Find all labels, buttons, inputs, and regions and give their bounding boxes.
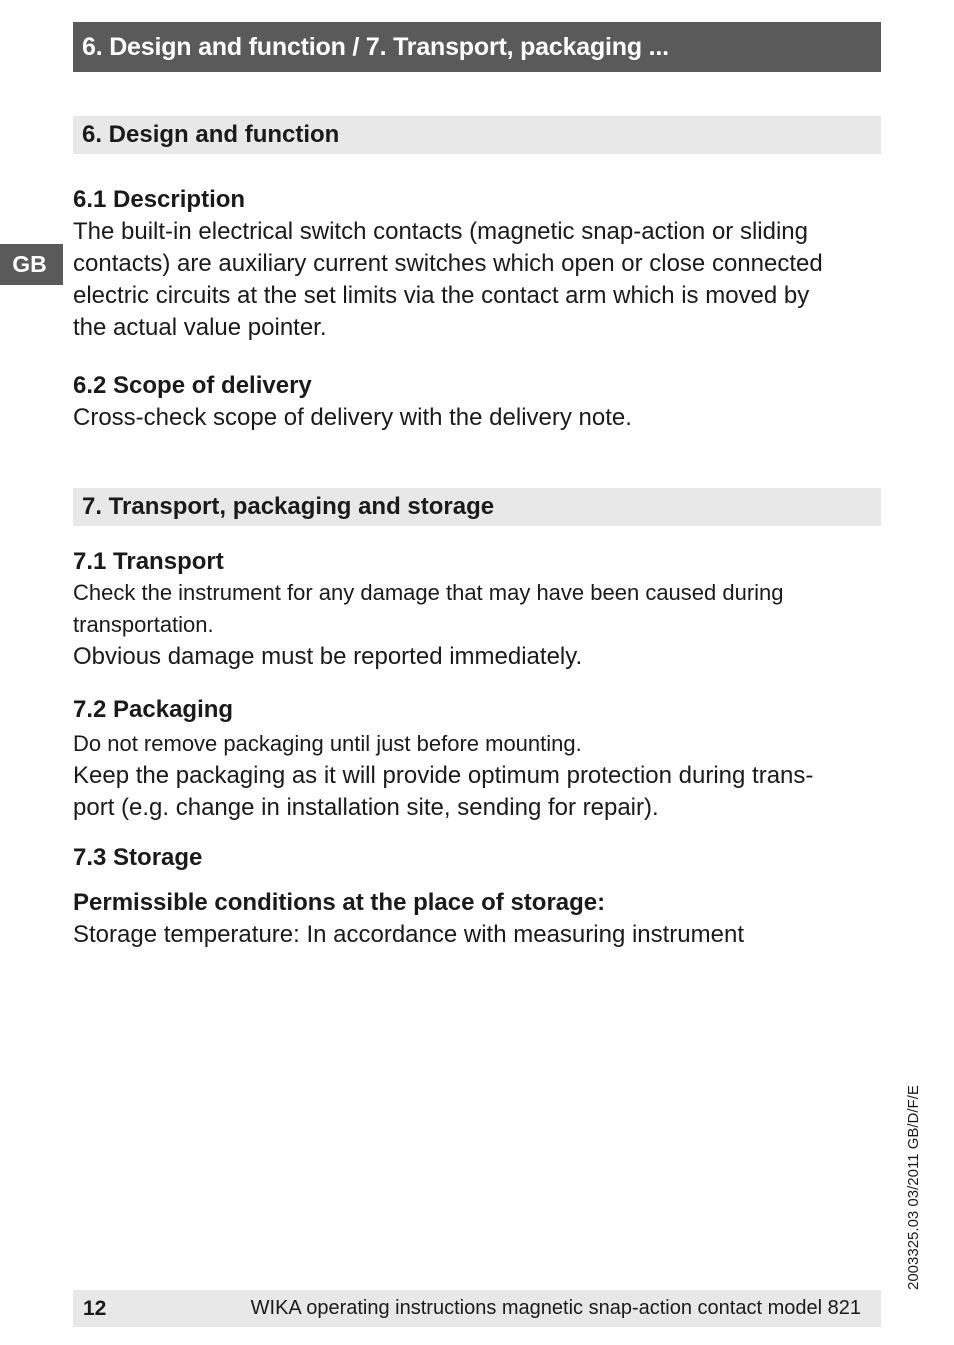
description-line: The built-in electrical switch contacts (magnetic snap-action or sliding	[73, 218, 808, 245]
section-7-title: 7. Transport, packaging and storage	[73, 488, 881, 526]
description-line: the actual value pointer.	[73, 314, 327, 341]
chapter-header: 6. Design and function / 7. Transport, packaging ...	[73, 22, 881, 72]
storage-line: Storage temperature: In accordance with measuring instrument	[73, 921, 745, 948]
section-6-title: 6. Design and function	[73, 116, 881, 154]
description-line: contacts) are auxiliary current switches which open or close connected	[73, 250, 823, 277]
heading-6-1: 6.1 Description	[73, 186, 246, 213]
document-code: 2003325.03 03/2011 GB/D/F/E	[905, 1085, 922, 1290]
transport-line: Check the instrument for any damage that may have been caused during	[73, 580, 784, 605]
packaging-line: port (e.g. change in installation site, sending for repair).	[73, 794, 659, 821]
storage-paragraph	[73, 919, 881, 951]
scope-paragraph	[73, 402, 881, 434]
language-tab: GB	[0, 244, 63, 285]
transport-paragraph	[73, 577, 881, 673]
description-paragraph	[73, 216, 881, 344]
storage-conditions-heading: Permissible conditions at the place of storage:	[73, 889, 606, 916]
description-line: electric circuits at the set limits via the contact arm which is moved by	[73, 282, 810, 309]
footer	[73, 1290, 881, 1327]
heading-7-1: 7.1 Transport	[73, 548, 224, 575]
heading-6-2: 6.2 Scope of delivery	[73, 372, 312, 399]
scope-line: Cross-check scope of delivery with the delivery note.	[73, 404, 632, 431]
transport-line: transportation.	[73, 612, 214, 637]
footer-title: WIKA operating instructions magnetic snap-action contact model 821	[250, 1297, 861, 1319]
page-number: 12	[83, 1296, 107, 1320]
packaging-line: Do not remove packaging until just before mounting.	[73, 731, 582, 756]
transport-line: Obvious damage must be reported immediately.	[73, 643, 583, 670]
heading-7-3: 7.3 Storage	[73, 844, 203, 871]
packaging-line: Keep the packaging as it will provide optimum protection during trans-	[73, 762, 814, 789]
packaging-paragraph	[73, 728, 881, 824]
heading-7-2: 7.2 Packaging	[73, 696, 234, 723]
